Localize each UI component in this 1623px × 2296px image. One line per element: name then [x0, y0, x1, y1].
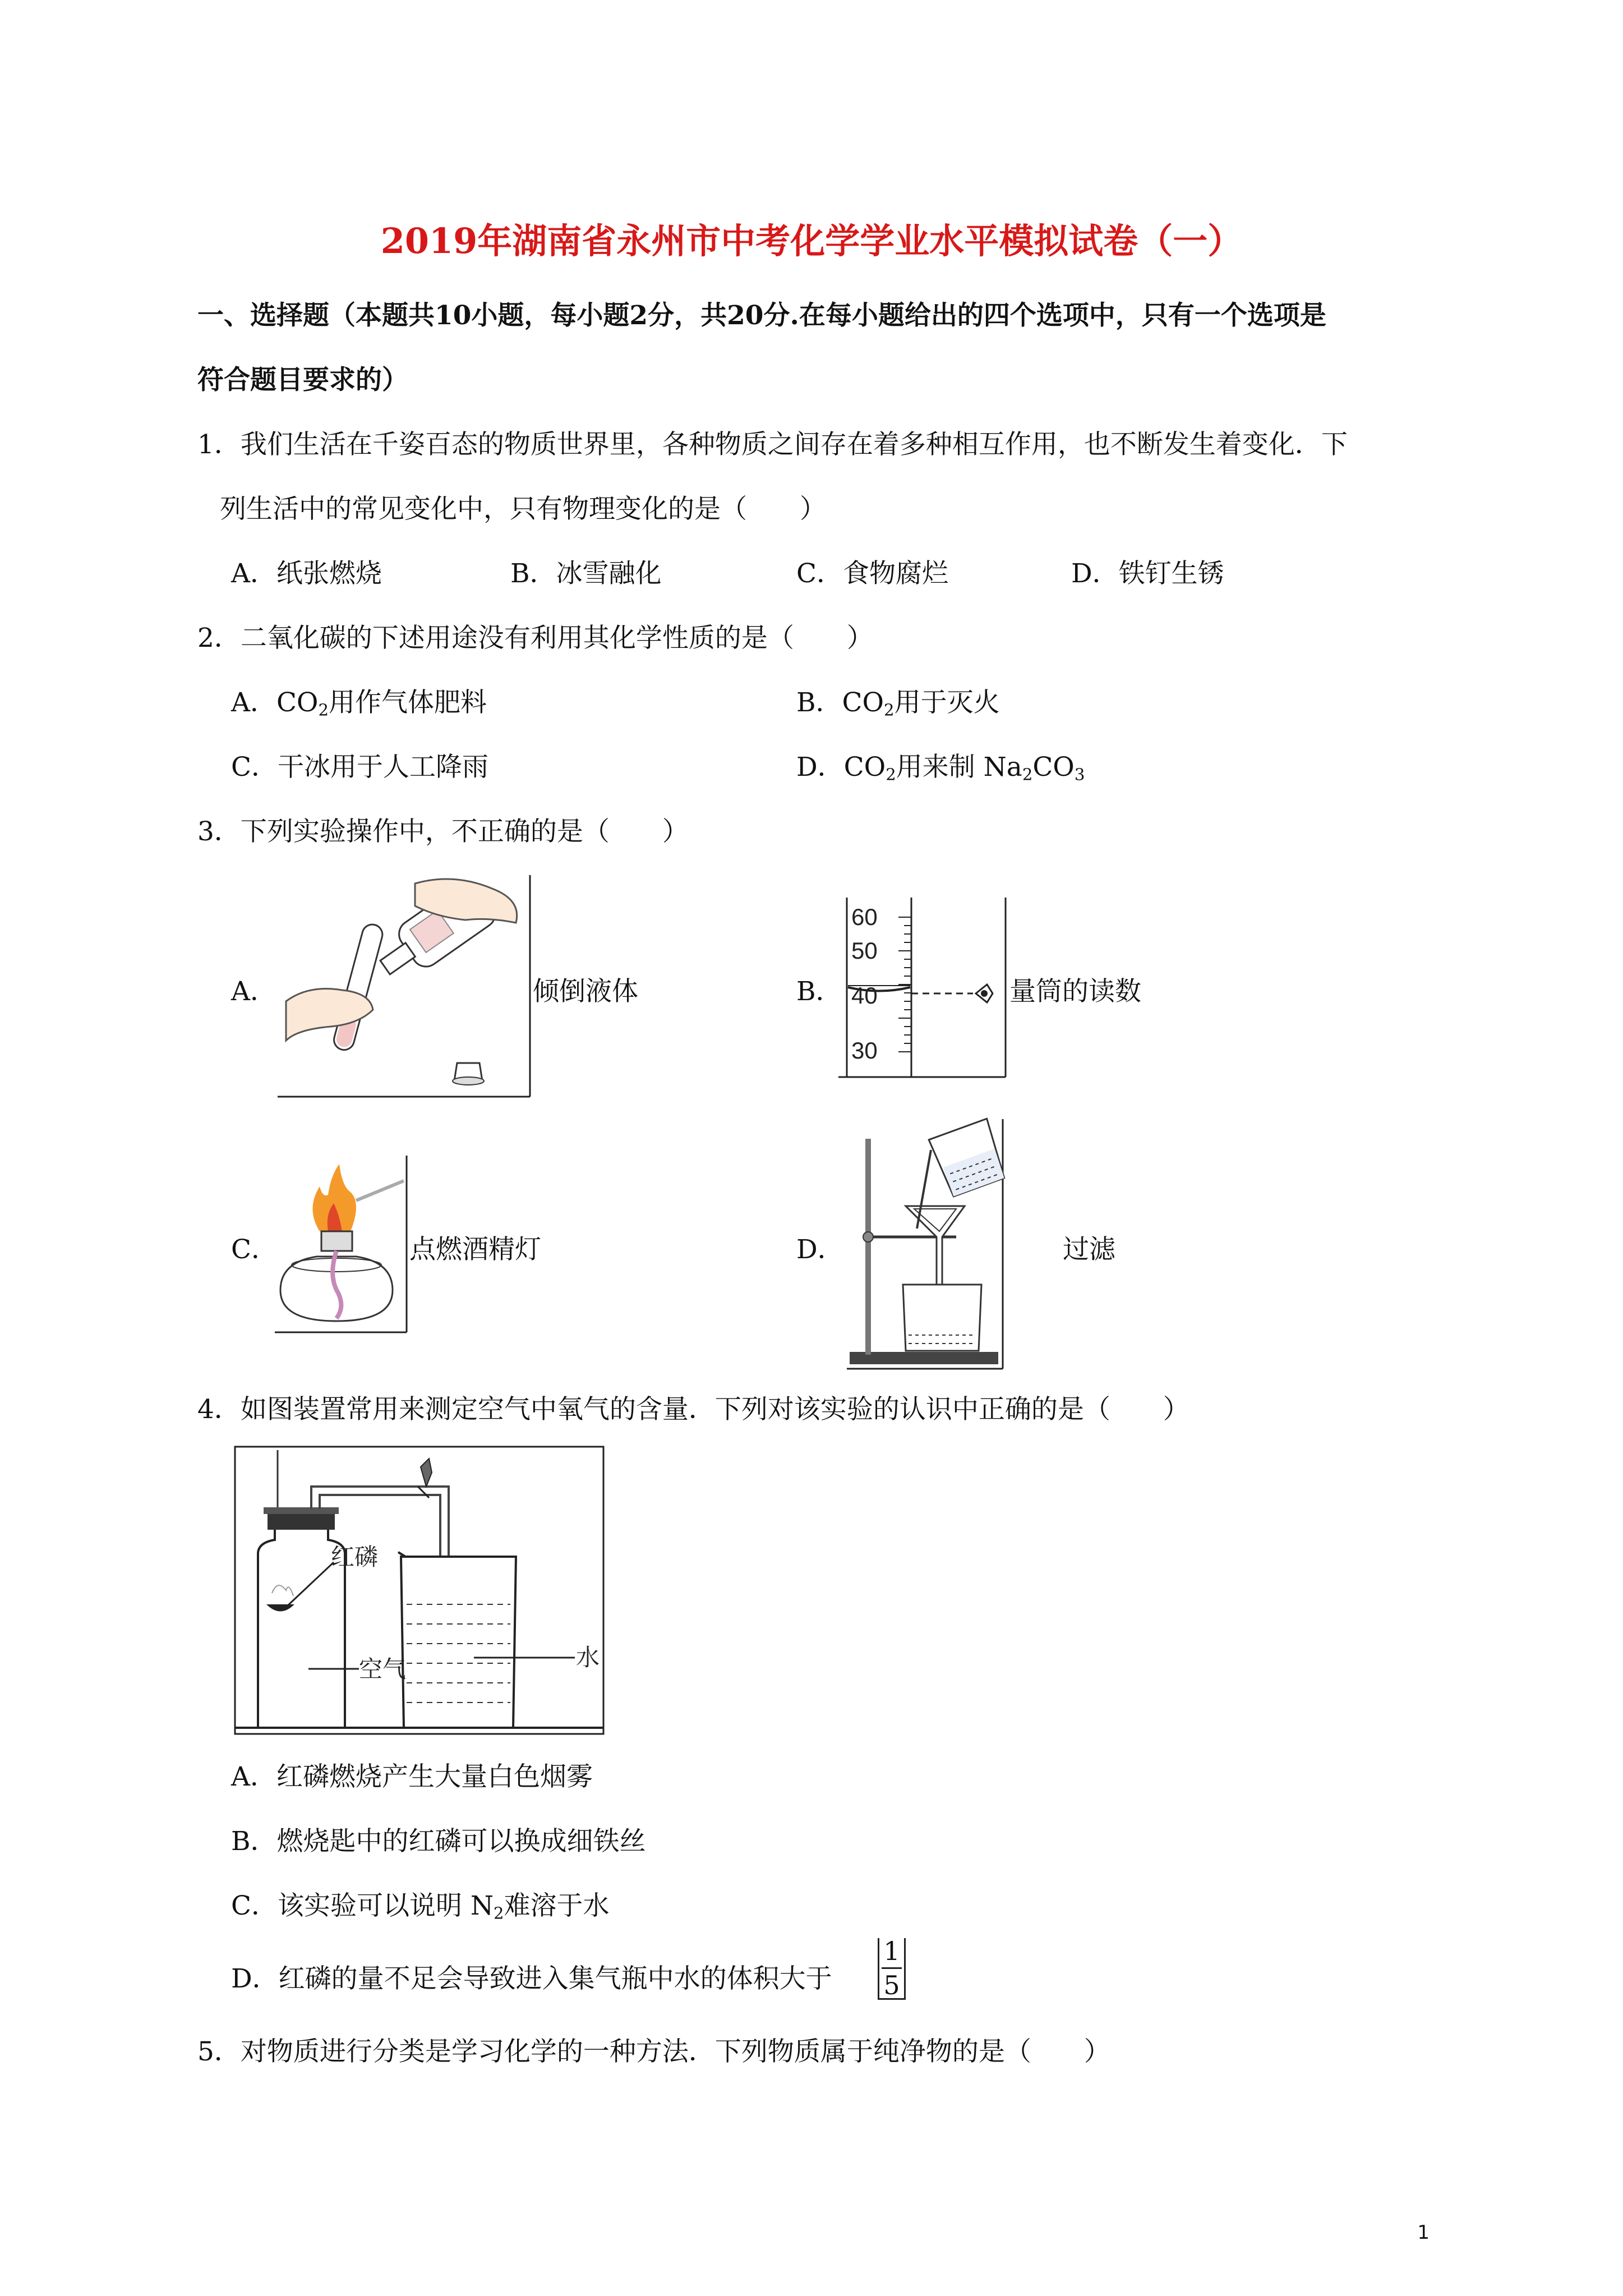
- section-heading-line2: 符合题目要求的）: [197, 365, 408, 395]
- q2-option-d: D．$CO_2$用来制 $Na_2CO_3$: [796, 752, 1085, 784]
- q4-option-d: D．红磷的量不足会导致进入集气瓶中水的体积大于: [231, 1963, 832, 1994]
- q1-stem-line1: 1．我们生活在千姿百态的物质世界里，各种物质之间存在着多种相互作用，也不断发生着变化．下: [197, 429, 1348, 460]
- alcohol-lamp-figure: [272, 1153, 409, 1335]
- q3-option-a-letter: A．: [231, 976, 276, 1007]
- q3-option-d-letter: D．: [796, 1234, 844, 1265]
- q3-option-c-caption: 点燃酒精灯: [409, 1234, 541, 1265]
- cylinder-tick-50: 50: [851, 937, 878, 964]
- cylinder-tick-60: 60: [851, 904, 878, 930]
- q3-option-c-letter: C．: [231, 1234, 278, 1265]
- q4-option-c: C．该实验可以说明 $N_2$难溶于水: [231, 1890, 610, 1923]
- fig-label-water: 水: [576, 1644, 600, 1671]
- q2-option-b: B．$CO_2$用于灭火: [796, 687, 1000, 720]
- q1-option-d: D．铁钉生锈: [1071, 558, 1224, 589]
- graduated-cylinder-figure: [836, 895, 1009, 1080]
- section-heading-line1: 一、选择题（本题共10小题，每小题2分，共20分.在每小题给出的四个选项中，只有一个选项是: [197, 300, 1326, 331]
- q4-option-b: B．燃烧匙中的红磷可以换成细铁丝: [231, 1826, 646, 1857]
- q1-stem-line2: 列生活中的常见变化中，只有物理变化的是（ ）: [220, 494, 826, 524]
- page-title: 2019年湖南省永州市中考化学学业水平模拟试卷（一）: [380, 220, 1243, 261]
- q2-stem: 2．二氧化碳的下述用途没有利用其化学性质的是（ ）: [197, 623, 873, 654]
- q1-option-b: B．冰雪融化: [510, 558, 662, 589]
- cylinder-tick-40: 40: [851, 982, 878, 1009]
- q1-option-a: A．纸张燃烧: [231, 558, 382, 589]
- q3-option-a-caption: 倾倒液体: [533, 976, 638, 1007]
- pouring-liquid-figure: [275, 872, 533, 1099]
- fig-label-phosphorus: 红磷: [331, 1543, 379, 1571]
- q3-option-b-letter: B．: [796, 976, 842, 1007]
- q2-option-c: C．干冰用于人工降雨: [231, 752, 488, 783]
- fig-label-air: 空气: [359, 1655, 407, 1683]
- q2-option-a: A．$CO_2$用作气体肥料: [231, 687, 487, 720]
- filtration-figure: [844, 1116, 1007, 1372]
- q3-stem: 3．下列实验操作中，不正确的是（ ）: [197, 816, 689, 847]
- q4-stem: 4．如图装置常用来测定空气中氧气的含量．下列对该实验的认识中正确的是（ ）: [197, 1394, 1189, 1425]
- oxygen-content-apparatus-figure: [233, 1444, 606, 1736]
- q5-stem: 5．对物质进行分类是学习化学的一种方法．下列物质属于纯净物的是（ ）: [197, 2036, 1110, 2067]
- q3-option-d-caption: 过滤: [1063, 1234, 1115, 1265]
- fraction-one-fifth: 1 5: [878, 1938, 906, 2000]
- cylinder-tick-30: 30: [851, 1037, 878, 1064]
- q4-option-a: A．红磷燃烧产生大量白色烟雾: [231, 1761, 593, 1792]
- q1-option-c: C．食物腐烂: [796, 558, 948, 589]
- page-number: 1: [1417, 2221, 1430, 2244]
- q3-option-b-caption: 量筒的读数: [1009, 976, 1141, 1007]
